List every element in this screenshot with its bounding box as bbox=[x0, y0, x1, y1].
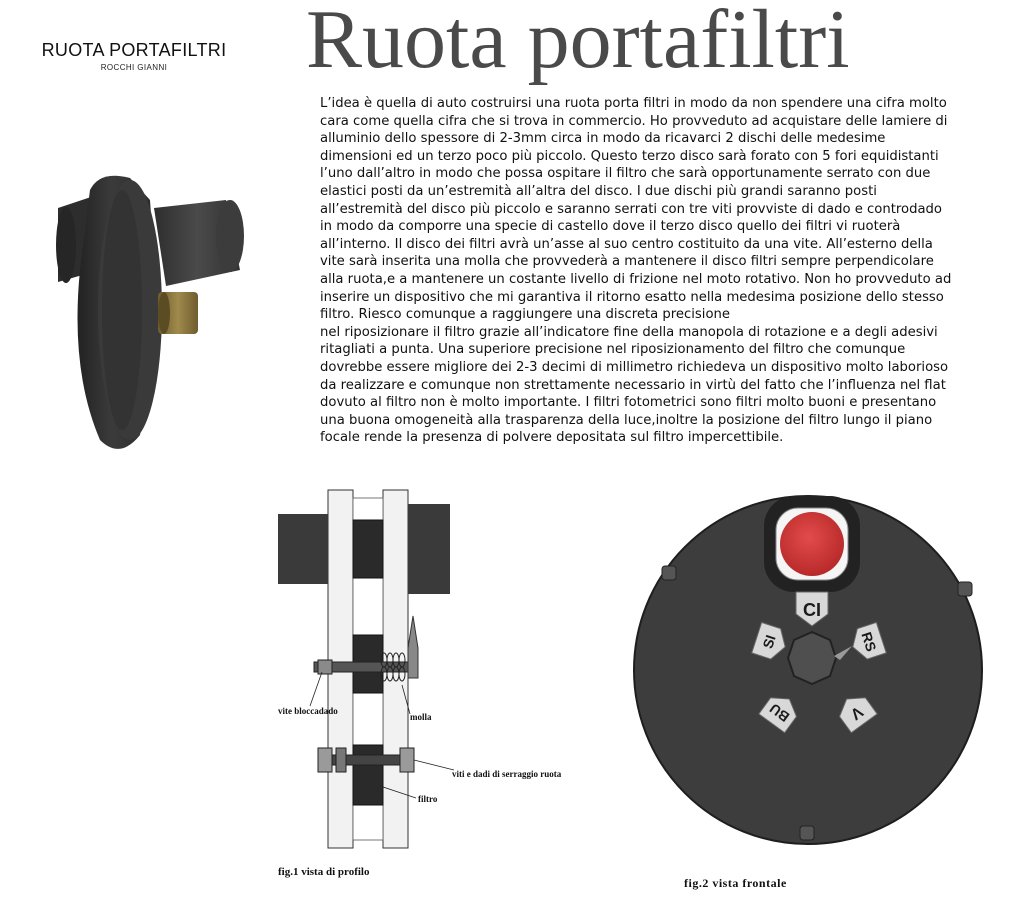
article-body bbox=[320, 95, 1010, 447]
label-filtro: filtro bbox=[418, 794, 438, 804]
screw-head bbox=[800, 826, 814, 840]
svg-text:BU: BU bbox=[766, 700, 793, 726]
svg-text:RS: RS bbox=[858, 629, 880, 654]
text-line: inserire un dispositivo che mi garantiva il ritorno esatto nella medesima posizione dello stesso bbox=[320, 289, 944, 305]
text-line: all’interno. Il disco dei filtri avrà un’asse al suo centro costituito da una vite. All’esterno della bbox=[320, 236, 933, 252]
text-line: L’idea è quella di auto costruirsi una ruota porta filtri in modo da non spendere una cifra molto bbox=[320, 96, 947, 111]
text-line: focale rende la presenza di polvere depositata sul filtro impercettibile. bbox=[320, 430, 784, 446]
fig2-caption: fig.2 vista frontale bbox=[684, 876, 787, 890]
screw-head bbox=[958, 582, 972, 596]
text-line: in modo da comporre una specie di castello dove il terzo disco quello dei filtri vi ruoterà bbox=[320, 219, 901, 235]
screw-head bbox=[662, 566, 676, 580]
author-name: ROCCHI GIANNI bbox=[100, 63, 168, 72]
text-line: dovuto al filtro non è molto importante. I filtri fotometrici sono filtri molto buoni e presentano bbox=[320, 395, 937, 411]
text-line: all’estremità del disco più piccolo e saranno serrati con tre viti provviste di dado e controdado bbox=[320, 201, 942, 217]
label-viti-dadi: viti e dadi di serraggio ruota bbox=[452, 769, 562, 779]
text-line: dovrebbe essere migliore dei 2-3 decimi di millimetro richiedeva un dispositivo molto laborioso bbox=[320, 359, 949, 375]
text-line: da realizzare e comunque non strettamente necessario in virtù del fatto che l’influenza nel flat bbox=[320, 377, 946, 393]
wheel-3d-render bbox=[40, 170, 260, 460]
pointer-indicator bbox=[408, 616, 418, 678]
text-line: nel riposizionare il filtro grazie all’indicatore fine della manopola di rotazione e a degli adesivi bbox=[320, 324, 938, 340]
label-vite-bloccadado: vite bloccadado bbox=[278, 706, 338, 716]
fig1-profile-diagram bbox=[270, 480, 600, 860]
text-line: dimensioni ed un terzo poco più piccolo. Questo terzo disco sarà forato con 5 fori equidistanti bbox=[320, 148, 939, 164]
text-line: alla ruota,e a mantenere un costante livello di frizione nel moto rotativo. Non ho provveduto ad bbox=[320, 271, 952, 287]
label-molla: molla bbox=[410, 712, 432, 722]
text-line: una buona omogeneità alla trasparenza della luce,inoltre la posizione del filtro lungo il piano bbox=[320, 412, 933, 428]
red-filter bbox=[780, 512, 844, 576]
text-line: ritagliati a punta. Una superiore precisione nel riposizionamento del filtro che comunque bbox=[320, 342, 906, 358]
fig2-front-diagram bbox=[630, 480, 990, 870]
svg-text:SI: SI bbox=[759, 632, 779, 651]
page-title: Ruota portafiltri bbox=[306, 0, 850, 86]
text-line: l’uno dall’altro in modo che possa ospitare il filtro che sarà opportunamente serrato con due bbox=[320, 166, 931, 182]
text-line: elastici posti da un’estremità all’altra del disco. I due dischi più grandi saranno posti bbox=[320, 183, 877, 199]
svg-text:V: V bbox=[846, 702, 866, 723]
fig1-caption: fig.1 vista di profilo bbox=[278, 866, 370, 878]
text-line: alluminio dello spessore di 2-3mm circa in modo da ricavarci 2 dischi delle medesime bbox=[320, 131, 886, 147]
text-line: vite sarà inserita una molla che provvederà a mantenere il disco filtri sempre perpendicolare bbox=[320, 254, 934, 270]
text-line: filtro. Riesco comunque a raggiungere una discreta precisione bbox=[320, 307, 730, 323]
svg-text:CI: CI bbox=[803, 600, 821, 620]
text-line: cara come quella cifra che si trova in commercio. Ho provveduto ad acquistare delle lamiere di bbox=[320, 113, 948, 129]
side-title: RUOTA PORTAFILTRI bbox=[41, 40, 227, 60]
center-knob bbox=[788, 632, 836, 684]
